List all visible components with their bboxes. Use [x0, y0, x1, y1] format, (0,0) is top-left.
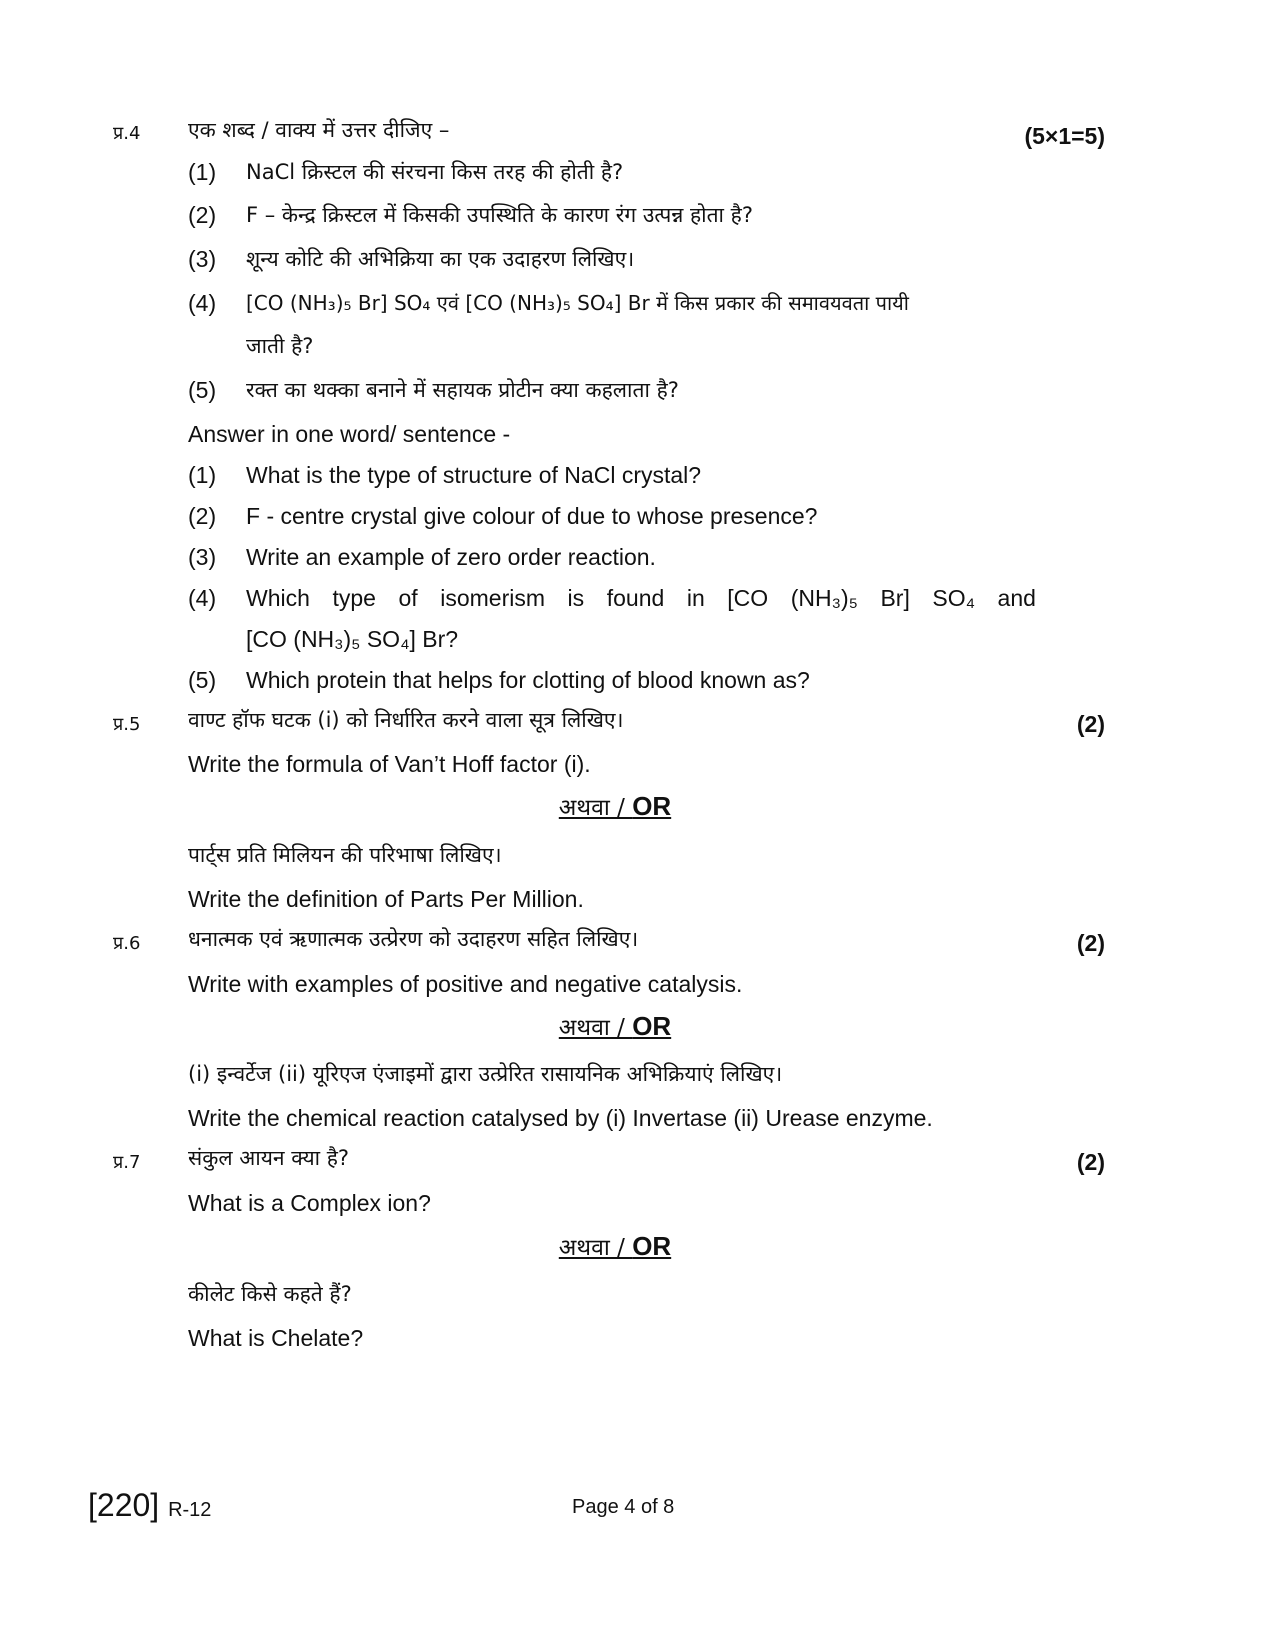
page-number: Page 4 of 8	[572, 1496, 675, 1518]
question-text-hindi: संकुल आयन क्या है?	[188, 1146, 350, 1170]
question-text-hindi: वाण्ट हॉफ घटक (i) को निर्धारित करने वाला सूत्र लिखिए।	[188, 708, 624, 732]
or-separator	[0, 1011, 1230, 1043]
word: Which	[246, 585, 310, 611]
item-number: (4)	[188, 585, 217, 611]
or-english: OR	[632, 791, 672, 821]
marks-label: (5×1=5)	[1024, 123, 1105, 149]
word: [CO	[727, 585, 769, 611]
or-english: OR	[632, 1011, 672, 1041]
word: Br]	[880, 585, 910, 611]
question-number: प्र.7	[113, 1152, 141, 1173]
question-number: प्र.6	[113, 933, 141, 954]
alternate-question-hindi: पार्ट्स प्रति मिलियन की परिभाषा लिखिए।	[188, 843, 502, 867]
item-number: (4)	[188, 290, 217, 316]
paper-code	[88, 1487, 211, 1528]
word: and	[997, 585, 1036, 611]
item-number: (2)	[188, 503, 217, 529]
question-text-english-continued: [CO (NH₃)₅ SO₄] Br?	[246, 626, 459, 652]
question-text-english: F - centre crystal give colour of due to whose presence?	[246, 503, 818, 529]
item-number: (1)	[188, 462, 217, 488]
or-separator	[0, 1231, 1230, 1263]
word: SO₄	[932, 585, 975, 611]
question-text-english: Write the formula of Van’t Hoff factor (i).	[188, 751, 591, 777]
item-number: (2)	[188, 202, 217, 228]
paper-series: R-12	[168, 1499, 212, 1521]
item-number: (5)	[188, 667, 217, 693]
word: is	[567, 585, 585, 611]
question-text-hindi: शून्य कोटि की अभिक्रिया का एक उदाहरण लिखिए।	[246, 247, 635, 271]
question-text-hindi: रक्त का थक्का बनाने में सहायक प्रोटीन क्या कहलाता है?	[246, 378, 679, 402]
instruction-hindi: एक शब्द / वाक्य में उत्तर दीजिए –	[188, 118, 450, 142]
question-text-english	[246, 584, 1036, 612]
question-text-english: Write an example of zero order reaction.	[246, 544, 656, 570]
word: in	[686, 585, 705, 611]
alternate-question-english: Write the chemical reaction catalysed by (i) Invertase (ii) Urease enzyme.	[188, 1105, 933, 1131]
question-text-hindi: F – केन्द्र क्रिस्टल में किसकी उपस्थिति के कारण रंग उत्पन्न होता है?	[246, 203, 753, 227]
question-text-hindi: NaCl क्रिस्टल की संरचना किस तरह की होती है?	[246, 160, 624, 184]
word: found	[606, 585, 665, 611]
question-text-hindi-continued: जाती है?	[246, 334, 314, 358]
item-number: (3)	[188, 544, 217, 570]
or-hindi: अथवा /	[558, 795, 633, 821]
question-text-english: Which protein that helps for clotting of blood known as?	[246, 667, 810, 693]
question-text-english: Write with examples of positive and negative catalysis.	[188, 971, 743, 997]
item-number: (1)	[188, 159, 217, 185]
word: of	[398, 585, 418, 611]
alternate-question-english: What is Chelate?	[188, 1325, 364, 1351]
alternate-question-hindi: कीलेट किसे कहते हैं?	[188, 1282, 352, 1306]
marks-label: (2)	[1076, 930, 1105, 956]
question-text-english: What is the type of structure of NaCl crystal?	[246, 462, 702, 488]
item-number: (3)	[188, 246, 217, 272]
or-english: OR	[632, 1231, 672, 1261]
question-number: प्र.4	[113, 123, 141, 144]
marks-label: (2)	[1076, 711, 1105, 737]
alternate-question-english: Write the definition of Parts Per Million.	[188, 886, 584, 912]
alternate-question-hindi: (i) इन्वर्टेज (ii) यूरिएज एंजाइमों द्वारा उत्प्रेरित रासायनिक अभिक्रियाएं लिखिए।	[188, 1062, 783, 1086]
word: isomerism	[440, 585, 545, 611]
question-text-hindi: [CO (NH₃)₅ Br] SO₄ एवं [CO (NH₃)₅ SO₄] Br में किस प्रकार की समावयवता पायी	[246, 291, 909, 315]
question-text-english: What is a Complex ion?	[188, 1190, 431, 1216]
instruction-english: Answer in one word/ sentence -	[188, 421, 511, 447]
question-number: प्र.5	[113, 714, 141, 735]
word: (NH₃)₅	[790, 585, 858, 611]
paper-code-number: [220]	[88, 1487, 160, 1523]
or-hindi: अथवा /	[558, 1015, 633, 1041]
word: type	[332, 585, 376, 611]
or-separator	[0, 791, 1230, 823]
or-hindi: अथवा /	[558, 1235, 633, 1261]
marks-label: (2)	[1076, 1149, 1105, 1175]
question-text-hindi: धनात्मक एवं ऋणात्मक उत्प्रेरण को उदाहरण सहित लिखिए।	[188, 927, 639, 951]
item-number: (5)	[188, 377, 217, 403]
